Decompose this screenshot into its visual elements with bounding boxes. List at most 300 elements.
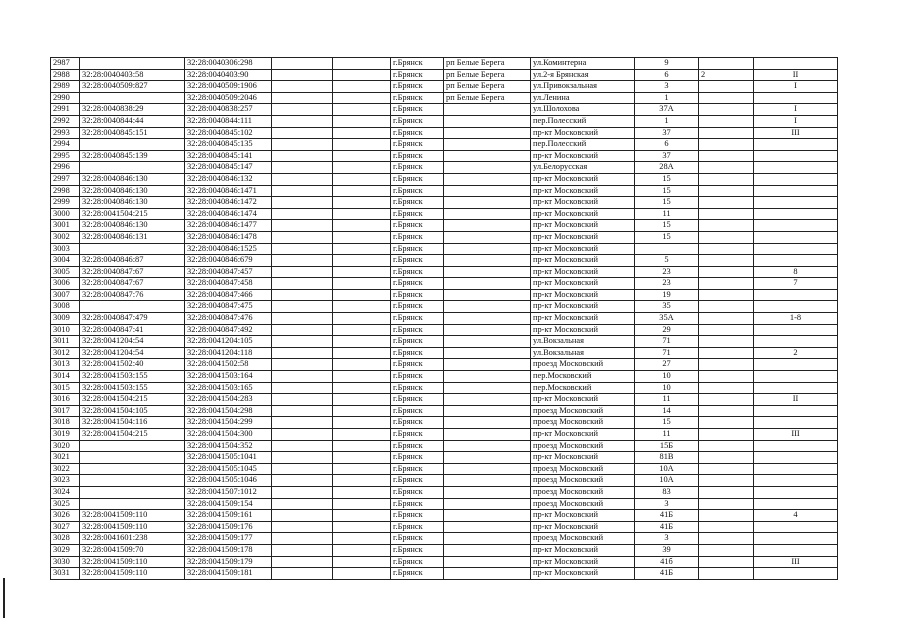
- cell-col-5: [333, 289, 391, 301]
- cell-house-number: 15: [635, 417, 699, 429]
- cell-building: [699, 58, 754, 70]
- cell-col-5: [333, 255, 391, 267]
- cell-city: г.Брянск: [391, 81, 444, 93]
- cell-col-5: [333, 521, 391, 533]
- cell-house-number: 10: [635, 382, 699, 394]
- cell-unit: [754, 301, 838, 313]
- cell-street: пр-кт Московский: [531, 220, 635, 232]
- cell-house-number: 83: [635, 486, 699, 498]
- cell-object-cadastral-number: 32:28:0041509:161: [185, 510, 272, 522]
- cell-col-4: [272, 92, 333, 104]
- cell-row-number: 3031: [51, 568, 80, 580]
- cell-street: пр-кт Московский: [531, 289, 635, 301]
- cell-building: [699, 568, 754, 580]
- cell-city: г.Брянск: [391, 58, 444, 70]
- cell-settlement: [444, 185, 531, 197]
- cell-house-number: 10: [635, 371, 699, 383]
- cell-row-number: 3013: [51, 359, 80, 371]
- cell-col-4: [272, 486, 333, 498]
- table-row: [51, 162, 838, 174]
- cell-parcel-cadastral-number: [80, 498, 185, 510]
- cell-row-number: 2996: [51, 162, 80, 174]
- cell-object-cadastral-number: 32:28:0040846:1478: [185, 231, 272, 243]
- cell-street: пр-кт Московский: [531, 568, 635, 580]
- table-body: [51, 58, 838, 580]
- cell-house-number: 41Б: [635, 510, 699, 522]
- cell-unit: [754, 544, 838, 556]
- cell-row-number: 3012: [51, 347, 80, 359]
- cell-row-number: 2995: [51, 150, 80, 162]
- cell-city: г.Брянск: [391, 382, 444, 394]
- cell-unit: [754, 289, 838, 301]
- cell-house-number: 1: [635, 92, 699, 104]
- table-row: [51, 127, 838, 139]
- cell-building: [699, 185, 754, 197]
- cell-city: г.Брянск: [391, 544, 444, 556]
- cell-col-5: [333, 58, 391, 70]
- cell-street: пр-кт Московский: [531, 150, 635, 162]
- table-row: [51, 452, 838, 464]
- cell-building: [699, 452, 754, 464]
- cell-settlement: [444, 347, 531, 359]
- cell-house-number: 11: [635, 208, 699, 220]
- cell-unit: [754, 162, 838, 174]
- table-row: [51, 486, 838, 498]
- cell-row-number: 2998: [51, 185, 80, 197]
- cell-object-cadastral-number: 32:28:0040845:135: [185, 139, 272, 151]
- cell-parcel-cadastral-number: [80, 301, 185, 313]
- cell-settlement: [444, 255, 531, 267]
- cell-col-5: [333, 382, 391, 394]
- cell-building: [699, 139, 754, 151]
- cell-unit: [754, 324, 838, 336]
- cell-building: [699, 289, 754, 301]
- cell-parcel-cadastral-number: 32:28:0040847:76: [80, 289, 185, 301]
- cell-settlement: [444, 266, 531, 278]
- cell-row-number: 3015: [51, 382, 80, 394]
- cell-city: г.Брянск: [391, 498, 444, 510]
- cell-street: пр-кт Московский: [531, 197, 635, 209]
- cell-unit: [754, 231, 838, 243]
- table-row: [51, 220, 838, 232]
- cell-parcel-cadastral-number: [80, 475, 185, 487]
- cell-street: пер.Московский: [531, 382, 635, 394]
- cell-col-4: [272, 440, 333, 452]
- cell-street: пр-кт Московский: [531, 429, 635, 441]
- cell-house-number: 6: [635, 69, 699, 81]
- cell-house-number: 5: [635, 255, 699, 267]
- cell-col-4: [272, 382, 333, 394]
- cell-building: [699, 127, 754, 139]
- cell-settlement: [444, 139, 531, 151]
- cell-building: [699, 486, 754, 498]
- cell-row-number: 3017: [51, 405, 80, 417]
- cell-object-cadastral-number: 32:28:0041507:1012: [185, 486, 272, 498]
- cell-object-cadastral-number: 32:28:0041503:165: [185, 382, 272, 394]
- table-row: [51, 139, 838, 151]
- cell-building: [699, 92, 754, 104]
- cell-city: г.Брянск: [391, 185, 444, 197]
- cell-unit: [754, 533, 838, 545]
- cell-building: [699, 197, 754, 209]
- cell-object-cadastral-number: 32:28:0040846:1474: [185, 208, 272, 220]
- cell-parcel-cadastral-number: 32:28:0040845:151: [80, 127, 185, 139]
- cell-city: г.Брянск: [391, 510, 444, 522]
- cell-col-4: [272, 359, 333, 371]
- cell-building: [699, 324, 754, 336]
- cell-col-5: [333, 417, 391, 429]
- cell-building: [699, 162, 754, 174]
- cell-row-number: 3007: [51, 289, 80, 301]
- cell-city: г.Брянск: [391, 347, 444, 359]
- cell-street: пер.Полесский: [531, 139, 635, 151]
- table-row: [51, 81, 838, 93]
- cell-settlement: [444, 510, 531, 522]
- cell-unit: III: [754, 127, 838, 139]
- cell-col-4: [272, 452, 333, 464]
- cell-parcel-cadastral-number: 32:28:0040846:130: [80, 173, 185, 185]
- cell-unit: [754, 486, 838, 498]
- cell-parcel-cadastral-number: 32:28:0041204:54: [80, 347, 185, 359]
- cell-col-5: [333, 69, 391, 81]
- cell-house-number: 19: [635, 289, 699, 301]
- cell-object-cadastral-number: 32:28:0041509:181: [185, 568, 272, 580]
- cell-city: г.Брянск: [391, 556, 444, 568]
- cell-object-cadastral-number: 32:28:0040847:457: [185, 266, 272, 278]
- cell-unit: [754, 139, 838, 151]
- cell-unit: [754, 243, 838, 255]
- cell-street: проезд Московский: [531, 440, 635, 452]
- cell-object-cadastral-number: 32:28:0041509:177: [185, 533, 272, 545]
- cell-row-number: 2989: [51, 81, 80, 93]
- cell-settlement: [444, 429, 531, 441]
- table-row: [51, 313, 838, 325]
- property-register-table: [50, 57, 838, 580]
- cell-city: г.Брянск: [391, 104, 444, 116]
- cell-col-4: [272, 243, 333, 255]
- cell-settlement: [444, 127, 531, 139]
- table-row: [51, 243, 838, 255]
- cell-parcel-cadastral-number: 32:28:0041504:116: [80, 417, 185, 429]
- cell-parcel-cadastral-number: 32:28:0040403:58: [80, 69, 185, 81]
- cell-street: пр-кт Московский: [531, 544, 635, 556]
- cell-parcel-cadastral-number: 32:28:0041502:40: [80, 359, 185, 371]
- cell-building: [699, 463, 754, 475]
- cell-street: пер.Полесский: [531, 115, 635, 127]
- table-row: [51, 69, 838, 81]
- cell-house-number: 81В: [635, 452, 699, 464]
- cell-object-cadastral-number: 32:28:0041504:299: [185, 417, 272, 429]
- cell-col-5: [333, 127, 391, 139]
- cell-col-4: [272, 556, 333, 568]
- cell-building: [699, 359, 754, 371]
- cell-col-5: [333, 173, 391, 185]
- cell-object-cadastral-number: 32:28:0041204:105: [185, 336, 272, 348]
- cell-settlement: [444, 405, 531, 417]
- table-row: [51, 231, 838, 243]
- cell-row-number: 2994: [51, 139, 80, 151]
- cell-parcel-cadastral-number: 32:28:0041503:155: [80, 382, 185, 394]
- cell-street: ул.Вокзальная: [531, 347, 635, 359]
- cell-row-number: 2990: [51, 92, 80, 104]
- cell-object-cadastral-number: 32:28:0040838:257: [185, 104, 272, 116]
- cell-city: г.Брянск: [391, 336, 444, 348]
- cell-row-number: 2992: [51, 115, 80, 127]
- cell-row-number: 3006: [51, 278, 80, 290]
- cell-city: г.Брянск: [391, 417, 444, 429]
- cell-col-4: [272, 521, 333, 533]
- cell-object-cadastral-number: 32:28:0041504:283: [185, 394, 272, 406]
- cell-city: г.Брянск: [391, 115, 444, 127]
- table-row: [51, 301, 838, 313]
- cell-unit: [754, 58, 838, 70]
- cell-col-5: [333, 139, 391, 151]
- cell-street: проезд Московский: [531, 405, 635, 417]
- cell-col-4: [272, 417, 333, 429]
- cell-house-number: 6: [635, 139, 699, 151]
- cell-building: [699, 255, 754, 267]
- cell-city: г.Брянск: [391, 359, 444, 371]
- cell-col-5: [333, 231, 391, 243]
- cell-object-cadastral-number: 32:28:0040847:466: [185, 289, 272, 301]
- cell-col-4: [272, 162, 333, 174]
- cell-parcel-cadastral-number: 32:28:0040847:67: [80, 278, 185, 290]
- cell-parcel-cadastral-number: 32:28:0041601:238: [80, 533, 185, 545]
- cell-unit: [754, 185, 838, 197]
- cell-city: г.Брянск: [391, 127, 444, 139]
- cell-house-number: 41Б: [635, 568, 699, 580]
- cell-settlement: [444, 301, 531, 313]
- cell-street: пр-кт Московский: [531, 521, 635, 533]
- cell-street: ул.2-я Брянская: [531, 69, 635, 81]
- cell-building: [699, 371, 754, 383]
- cell-settlement: [444, 463, 531, 475]
- table-row: [51, 498, 838, 510]
- cell-city: г.Брянск: [391, 231, 444, 243]
- cell-object-cadastral-number: 32:28:0041509:154: [185, 498, 272, 510]
- cell-col-5: [333, 429, 391, 441]
- cell-row-number: 3003: [51, 243, 80, 255]
- cell-street: пр-кт Московский: [531, 510, 635, 522]
- cell-row-number: 3011: [51, 336, 80, 348]
- cell-city: г.Брянск: [391, 324, 444, 336]
- table-row: [51, 289, 838, 301]
- cell-house-number: 15: [635, 220, 699, 232]
- table-row: [51, 324, 838, 336]
- cell-col-5: [333, 313, 391, 325]
- cell-object-cadastral-number: 32:28:0040846:679: [185, 255, 272, 267]
- table-row: [51, 568, 838, 580]
- cell-col-4: [272, 544, 333, 556]
- cell-house-number: 41Б: [635, 521, 699, 533]
- cell-street: ул.Шолохова: [531, 104, 635, 116]
- cell-house-number: 15: [635, 231, 699, 243]
- cell-settlement: рп Белые Берега: [444, 69, 531, 81]
- cell-col-4: [272, 81, 333, 93]
- cell-building: [699, 417, 754, 429]
- cell-parcel-cadastral-number: 32:28:0041509:110: [80, 510, 185, 522]
- cell-col-5: [333, 81, 391, 93]
- cell-house-number: 14: [635, 405, 699, 417]
- cell-col-4: [272, 510, 333, 522]
- cell-col-5: [333, 452, 391, 464]
- cell-col-5: [333, 104, 391, 116]
- cell-city: г.Брянск: [391, 533, 444, 545]
- cell-building: [699, 347, 754, 359]
- table-row: [51, 150, 838, 162]
- cell-object-cadastral-number: 32:28:0040846:1477: [185, 220, 272, 232]
- table-row: [51, 405, 838, 417]
- table-row: [51, 255, 838, 267]
- cell-object-cadastral-number: 32:28:0040509:2046: [185, 92, 272, 104]
- cell-object-cadastral-number: 32:28:0041504:300: [185, 429, 272, 441]
- table-row: [51, 417, 838, 429]
- cell-settlement: рп Белые Берега: [444, 81, 531, 93]
- cell-row-number: 3021: [51, 452, 80, 464]
- cell-settlement: [444, 452, 531, 464]
- cell-parcel-cadastral-number: 32:28:0041503:155: [80, 371, 185, 383]
- cell-street: ул.Белорусская: [531, 162, 635, 174]
- cell-col-4: [272, 197, 333, 209]
- cell-col-4: [272, 127, 333, 139]
- cell-city: г.Брянск: [391, 173, 444, 185]
- cell-unit: 1-8: [754, 313, 838, 325]
- cell-street: проезд Московский: [531, 498, 635, 510]
- table-row: [51, 371, 838, 383]
- cell-city: г.Брянск: [391, 220, 444, 232]
- cell-object-cadastral-number: 32:28:0041204:118: [185, 347, 272, 359]
- cell-settlement: рп Белые Берега: [444, 92, 531, 104]
- cell-parcel-cadastral-number: 32:28:0040845:139: [80, 150, 185, 162]
- cell-object-cadastral-number: 32:28:0040845:102: [185, 127, 272, 139]
- cell-unit: I: [754, 115, 838, 127]
- cell-unit: [754, 475, 838, 487]
- cell-city: г.Брянск: [391, 139, 444, 151]
- cell-building: [699, 208, 754, 220]
- table-row: [51, 173, 838, 185]
- cell-col-5: [333, 301, 391, 313]
- cell-unit: [754, 150, 838, 162]
- cell-row-number: 3004: [51, 255, 80, 267]
- cell-row-number: 3000: [51, 208, 80, 220]
- cell-street: проезд Московский: [531, 359, 635, 371]
- cell-row-number: 3005: [51, 266, 80, 278]
- cell-col-4: [272, 324, 333, 336]
- cell-row-number: 3014: [51, 371, 80, 383]
- cell-city: г.Брянск: [391, 452, 444, 464]
- cell-row-number: 2999: [51, 197, 80, 209]
- cell-unit: [754, 463, 838, 475]
- cell-settlement: [444, 220, 531, 232]
- cell-city: г.Брянск: [391, 208, 444, 220]
- cell-col-5: [333, 359, 391, 371]
- cell-street: проезд Московский: [531, 463, 635, 475]
- cell-row-number: 3024: [51, 486, 80, 498]
- cell-col-4: [272, 498, 333, 510]
- cell-building: [699, 150, 754, 162]
- cell-settlement: [444, 475, 531, 487]
- cell-object-cadastral-number: 32:28:0041509:176: [185, 521, 272, 533]
- cell-object-cadastral-number: 32:28:0040846:132: [185, 173, 272, 185]
- cell-city: г.Брянск: [391, 150, 444, 162]
- cell-unit: [754, 220, 838, 232]
- cell-street: пр-кт Московский: [531, 255, 635, 267]
- cell-col-5: [333, 150, 391, 162]
- cell-street: проезд Московский: [531, 417, 635, 429]
- cell-parcel-cadastral-number: [80, 440, 185, 452]
- cell-settlement: [444, 382, 531, 394]
- cell-unit: [754, 255, 838, 267]
- cell-house-number: 37: [635, 150, 699, 162]
- cell-settlement: [444, 162, 531, 174]
- cell-col-4: [272, 568, 333, 580]
- cell-city: г.Брянск: [391, 463, 444, 475]
- cell-unit: II: [754, 69, 838, 81]
- cell-parcel-cadastral-number: 32:28:0040847:479: [80, 313, 185, 325]
- table-row: [51, 510, 838, 522]
- cell-object-cadastral-number: 32:28:0040844:111: [185, 115, 272, 127]
- cell-col-4: [272, 69, 333, 81]
- cell-object-cadastral-number: 32:28:0040846:1471: [185, 185, 272, 197]
- cell-parcel-cadastral-number: 32:28:0040847:41: [80, 324, 185, 336]
- cell-col-5: [333, 162, 391, 174]
- cell-building: 2: [699, 69, 754, 81]
- cell-object-cadastral-number: 32:28:0041503:164: [185, 371, 272, 383]
- table-row: [51, 440, 838, 452]
- cell-object-cadastral-number: 32:28:0041505:1046: [185, 475, 272, 487]
- cell-parcel-cadastral-number: 32:28:0041504:215: [80, 208, 185, 220]
- cell-building: [699, 440, 754, 452]
- cell-unit: [754, 440, 838, 452]
- cell-col-4: [272, 278, 333, 290]
- cell-object-cadastral-number: 32:28:0040847:476: [185, 313, 272, 325]
- cell-col-5: [333, 336, 391, 348]
- cell-house-number: 29: [635, 324, 699, 336]
- cell-unit: [754, 336, 838, 348]
- cell-building: [699, 220, 754, 232]
- cell-col-4: [272, 429, 333, 441]
- cell-settlement: рп Белые Берега: [444, 58, 531, 70]
- cell-city: г.Брянск: [391, 255, 444, 267]
- cell-house-number: 23: [635, 266, 699, 278]
- cell-house-number: 28А: [635, 162, 699, 174]
- table-row: [51, 336, 838, 348]
- cell-settlement: [444, 173, 531, 185]
- cell-building: [699, 313, 754, 325]
- cell-building: [699, 521, 754, 533]
- cell-parcel-cadastral-number: 32:28:0041509:110: [80, 521, 185, 533]
- cell-parcel-cadastral-number: 32:28:0040847:67: [80, 266, 185, 278]
- cell-object-cadastral-number: 32:28:0041505:1045: [185, 463, 272, 475]
- cell-object-cadastral-number: 32:28:0041505:1041: [185, 452, 272, 464]
- cell-parcel-cadastral-number: [80, 452, 185, 464]
- cell-row-number: 2997: [51, 173, 80, 185]
- cell-col-4: [272, 58, 333, 70]
- cell-building: [699, 173, 754, 185]
- cell-row-number: 3019: [51, 429, 80, 441]
- cell-unit: II: [754, 394, 838, 406]
- cell-parcel-cadastral-number: 32:28:0040509:827: [80, 81, 185, 93]
- cell-settlement: [444, 278, 531, 290]
- cell-street: ул.Коминтерна: [531, 58, 635, 70]
- cell-building: [699, 266, 754, 278]
- cell-street: пр-кт Московский: [531, 301, 635, 313]
- cell-col-4: [272, 301, 333, 313]
- table-row: [51, 533, 838, 545]
- cell-parcel-cadastral-number: 32:28:0040846:131: [80, 231, 185, 243]
- cell-settlement: [444, 521, 531, 533]
- cell-col-4: [272, 313, 333, 325]
